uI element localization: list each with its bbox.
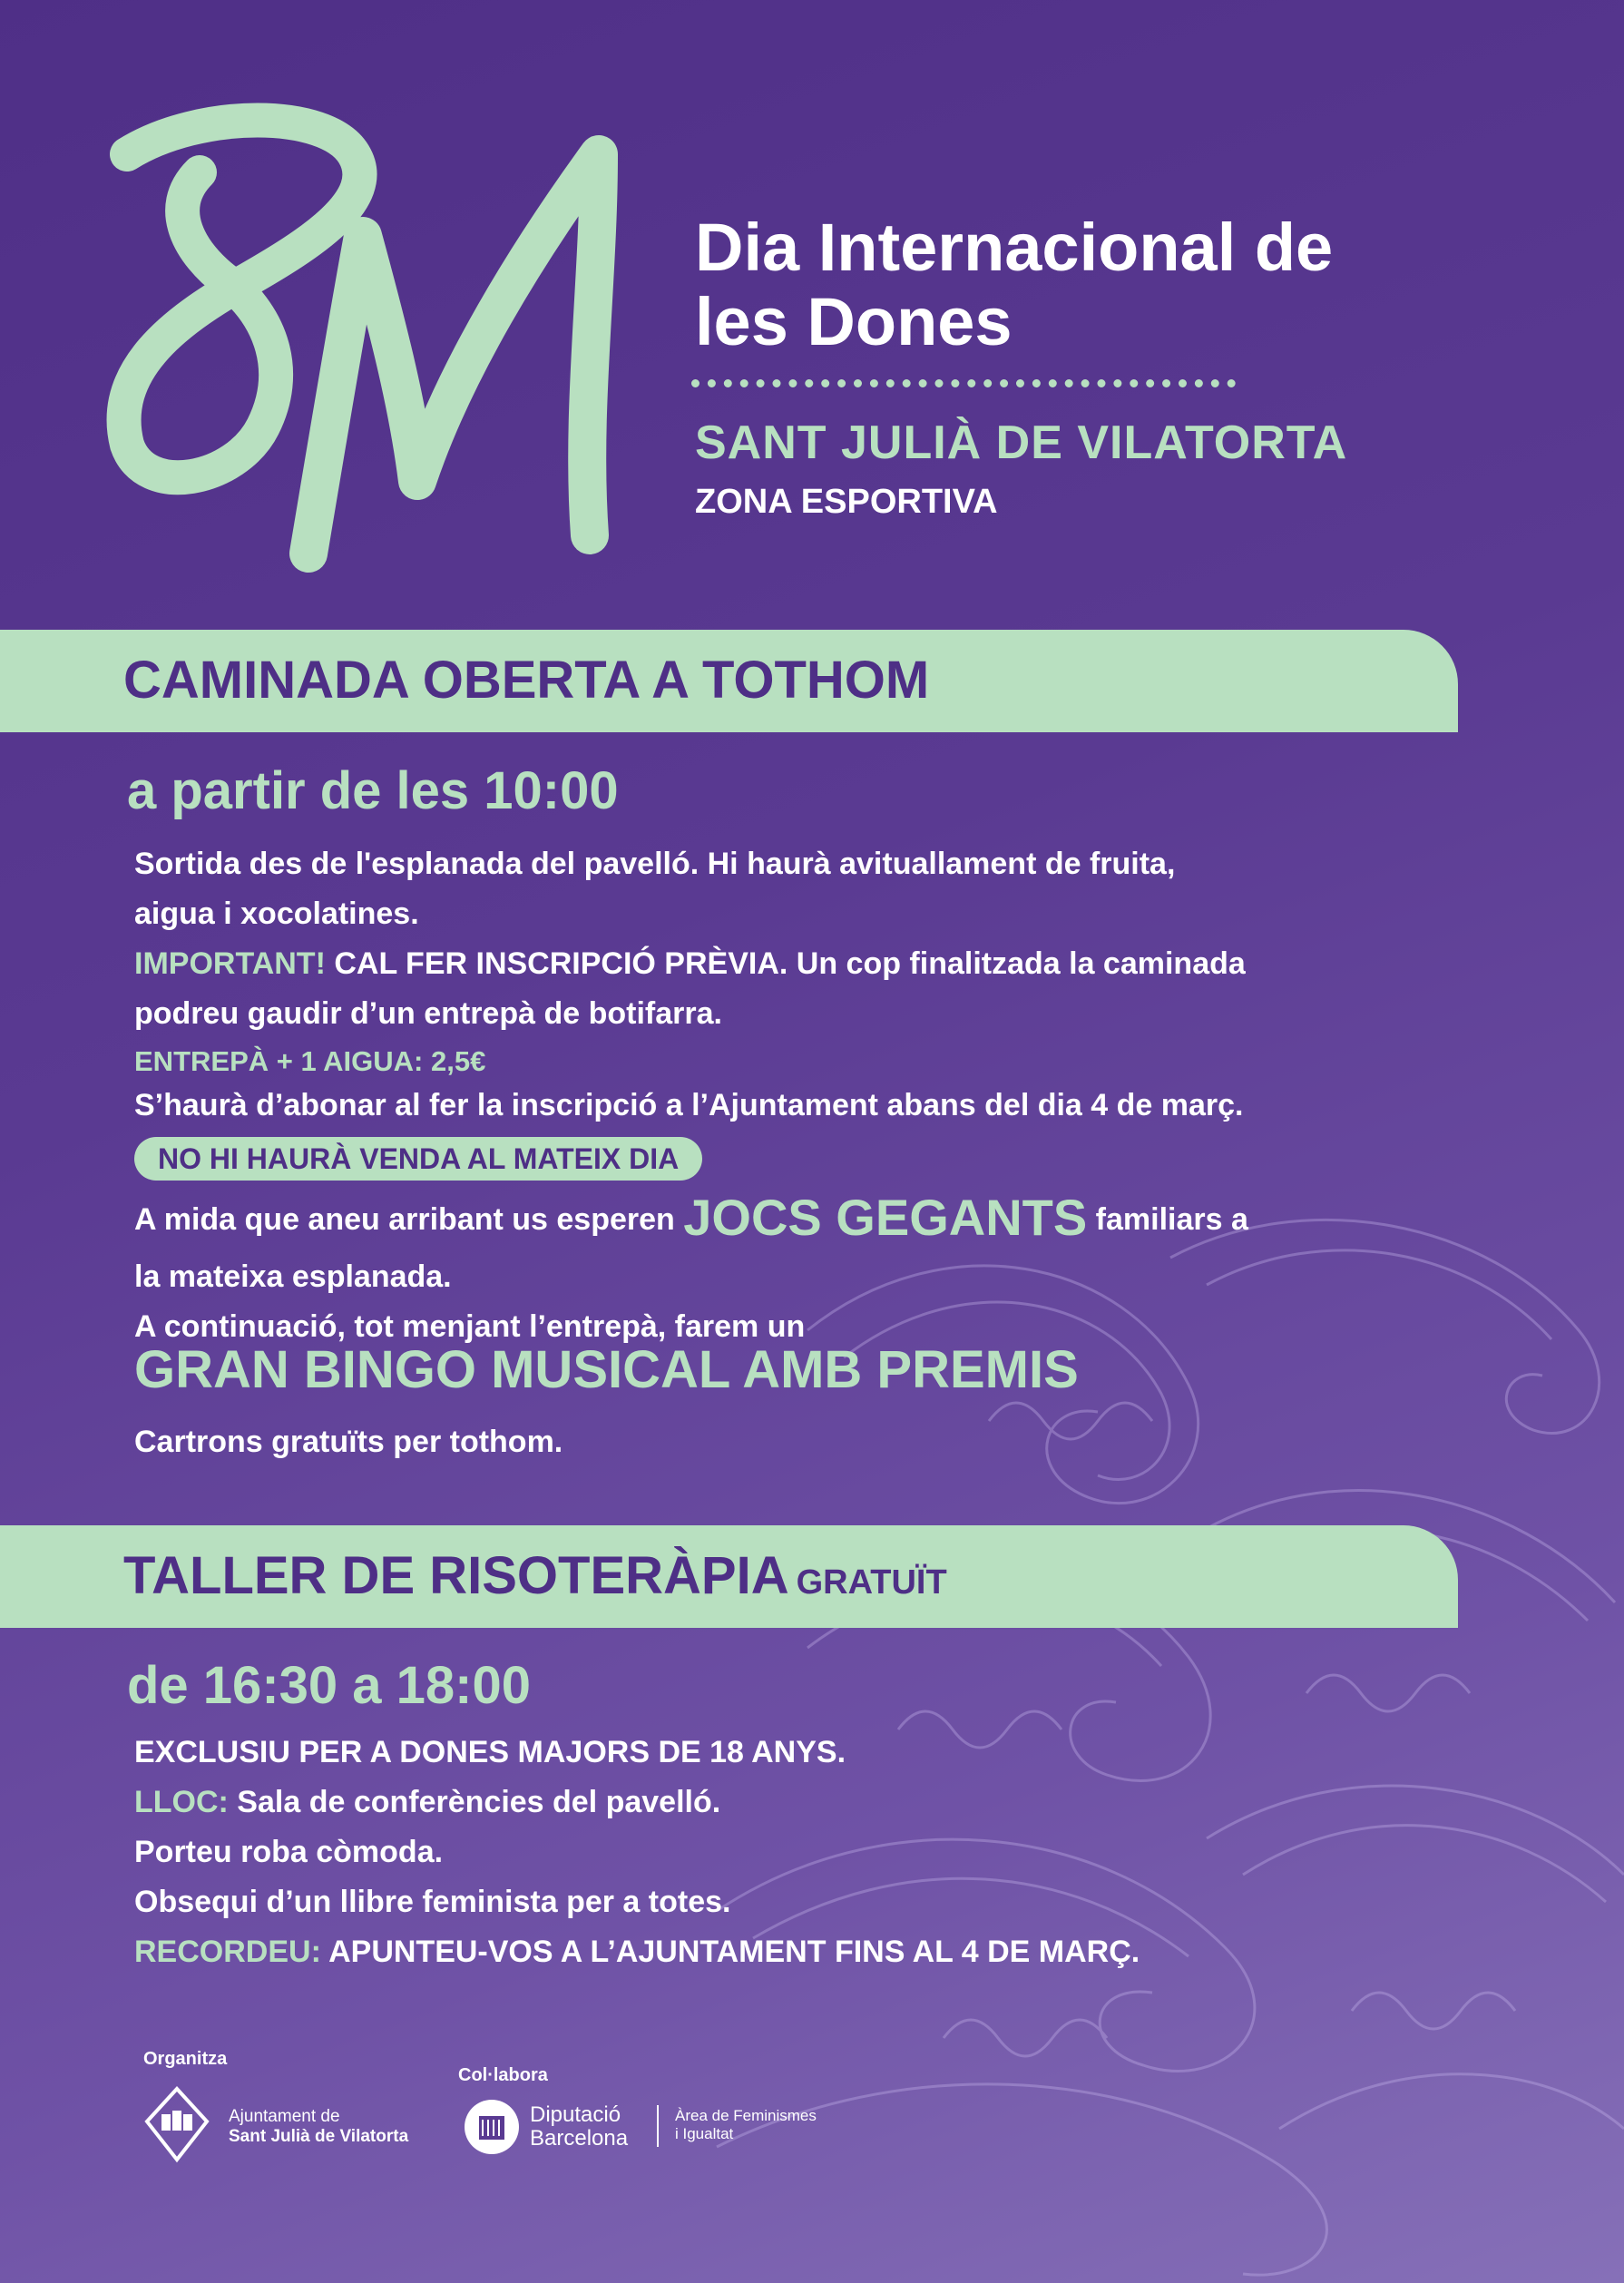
- section-walk-heading: CAMINADA OBERTA A TOTHOM: [123, 651, 930, 710]
- games-pre: A mida que aneu arribant us esperen: [134, 1202, 684, 1237]
- diputacio-logo-text: [530, 2103, 628, 2151]
- giant-games-highlight: JOCS GEGANTS: [683, 1189, 1088, 1246]
- 8m-logo-text: 8M: [91, 88, 112, 103]
- no-sale-badge: NO HI HAURÀ VENDA AL MATEIX DIA: [134, 1137, 702, 1181]
- organizer-label: Organitza: [143, 2049, 228, 2069]
- important-line-2: podreu gaudir d’un entrepà de botifarra.: [134, 996, 722, 1031]
- price-info: ENTREPÀ + 1 AIGUA: 2,5€: [134, 1045, 486, 1077]
- title-line-1: Dia Internacional de: [695, 210, 1334, 285]
- bingo-intro: A continuació, tot menjant l’entrepà, farem un: [134, 1309, 806, 1344]
- town-council-logo-text: [229, 2107, 408, 2147]
- important-label: IMPORTANT!: [134, 946, 326, 981]
- wave-pattern: [717, 1149, 1624, 2283]
- equality-area-text: [675, 2107, 817, 2143]
- games-post: familiars a: [1087, 1202, 1248, 1237]
- dotted-divider: [691, 379, 1236, 387]
- games-line-2: la mateixa esplanada.: [134, 1259, 452, 1294]
- town-name: SANT JULIÀ DE VILATORTA: [695, 416, 1348, 469]
- bingo-note: Cartrons gratuïts per tothom.: [134, 1425, 563, 1459]
- town-council-line-2: Sant Julià de Vilatorta: [229, 2127, 409, 2146]
- gift-note: Obsequi d’un llibre feminista per a totes.: [134, 1885, 731, 1919]
- payment-info: S’haurà d’abonar al fer la inscripció a l’Ajuntament abans del dia 4 de març.: [134, 1088, 1244, 1122]
- walk-time: a partir de les 10:00: [127, 761, 619, 820]
- venue-name: ZONA ESPORTIVA: [695, 483, 998, 521]
- reminder-label: RECORDEU:: [134, 1935, 321, 1969]
- clothes-note: Porteu roba còmoda.: [134, 1835, 444, 1869]
- logo-divider: [657, 2105, 659, 2147]
- laughter-heading-text: TALLER DE RISOTERÀPIA: [123, 1546, 789, 1605]
- location-label: LLOC:: [134, 1785, 229, 1819]
- diputacio-line-2: Barcelona: [530, 2126, 629, 2151]
- workshop-location: [134, 1784, 720, 1820]
- diputacio-line-1: Diputació: [530, 2102, 621, 2127]
- title-line-2: les Dones: [695, 284, 1013, 359]
- walk-description-line-2: aigua i xocolatines.: [134, 897, 419, 931]
- section-laughter-header: [0, 1525, 1458, 1628]
- exclusive-note: EXCLUSIU PER A DONES MAJORS DE 18 ANYS.: [134, 1735, 846, 1769]
- reminder: [134, 1934, 1140, 1970]
- equality-area-line-1: Àrea de Feminismes: [675, 2107, 817, 2124]
- walk-description-line-1: Sortida des de l'esplanada del pavelló. Hi haurà avituallament de fruita,: [134, 847, 1176, 881]
- collaborator-label: Col·labora: [458, 2065, 548, 2085]
- section-laughter-heading: [123, 1545, 947, 1606]
- important-text: CAL FER INSCRIPCIÓ PRÈVIA. Un cop finalitzada la caminada: [325, 946, 1246, 981]
- town-council-line-1: Ajuntament de: [229, 2107, 340, 2126]
- workshop-time: de 16:30 a 18:00: [127, 1656, 531, 1715]
- reminder-text: APUNTEU-VOS A L’AJUNTAMENT FINS AL 4 DE MARÇ.: [320, 1935, 1140, 1969]
- free-label: GRATUÏT: [796, 1563, 947, 1602]
- important-notice: [134, 946, 1246, 982]
- bingo-highlight: GRAN BINGO MUSICAL AMB PREMIS: [134, 1340, 1079, 1399]
- diputacio-emblem-icon: [463, 2098, 521, 2156]
- equality-area-line-2: i Igualtat: [675, 2125, 734, 2142]
- location-text: Sala de conferències del pavelló.: [228, 1785, 721, 1819]
- section-walk-header: [0, 630, 1458, 732]
- town-coat-of-arms-icon: [143, 2085, 210, 2163]
- games-line-1: [134, 1189, 1248, 1246]
- event-title: [695, 211, 1333, 359]
- 8m-logo: [91, 88, 708, 572]
